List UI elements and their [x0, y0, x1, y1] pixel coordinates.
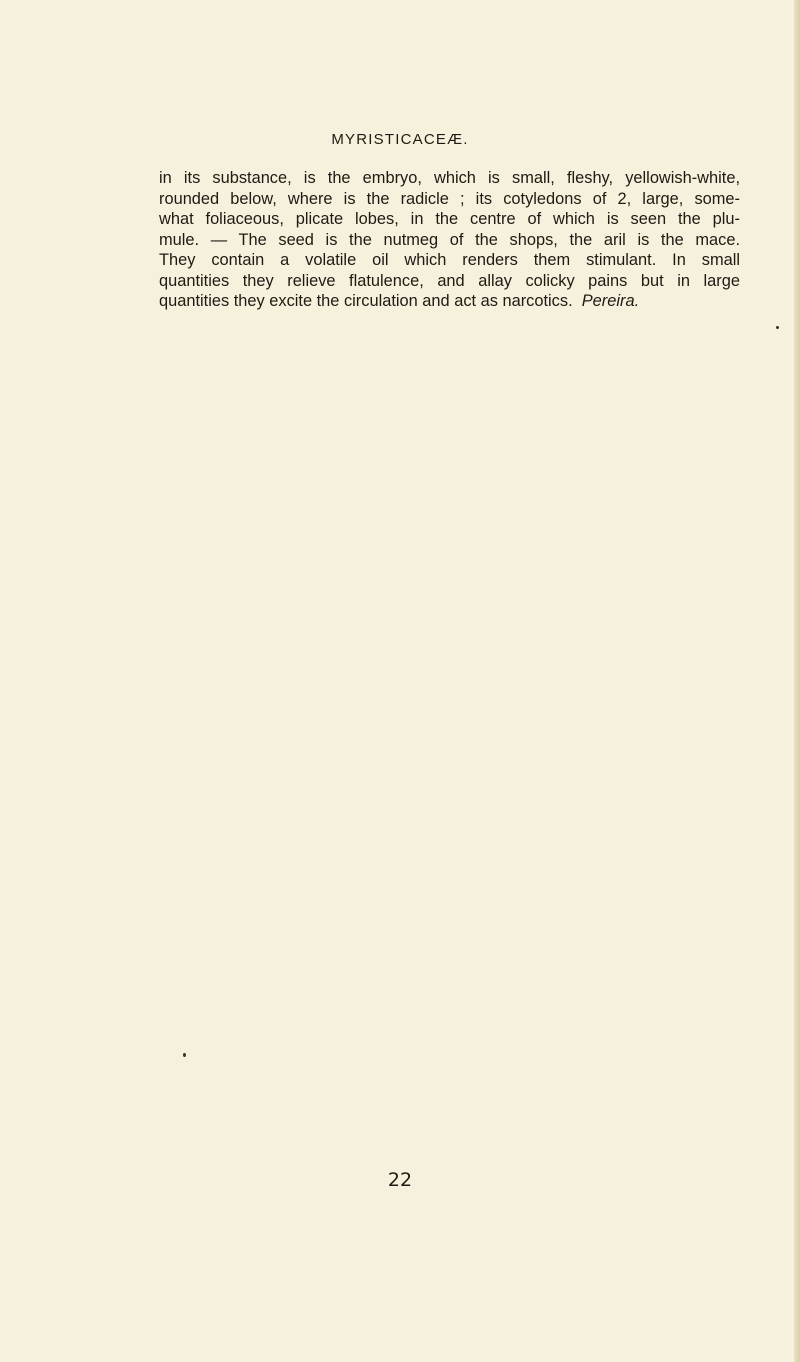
text-line: They contain a volatile oil which renders them stimulant. In small	[159, 251, 740, 269]
speck	[183, 1053, 186, 1057]
text-line: rounded below, where is the radicle ; its cotyledons of 2, large, some-	[159, 189, 740, 208]
text-line: quantities they relieve flatulence, and allay colicky pains but in large	[159, 271, 740, 290]
final-line-text: quantities they excite the circulation and act as narcotics.	[159, 292, 573, 310]
text-line: mule. — The seed is the nutmeg of the shops, the aril is the mace.	[159, 230, 740, 249]
page-number: 22	[387, 1169, 413, 1191]
page-edge	[794, 0, 800, 1362]
author-citation: Pereira.	[581, 292, 640, 310]
text-line: what foliaceous, plicate lobes, in the centre of which is seen the plu-	[159, 210, 740, 228]
body-paragraph	[159, 168, 740, 312]
text-line: in its substance, is the embryo, which is small, fleshy, yellowish-white,	[159, 169, 740, 187]
speck	[776, 326, 779, 329]
running-head: MYRISTICACEÆ.	[331, 131, 469, 148]
text-line-final	[159, 291, 740, 312]
